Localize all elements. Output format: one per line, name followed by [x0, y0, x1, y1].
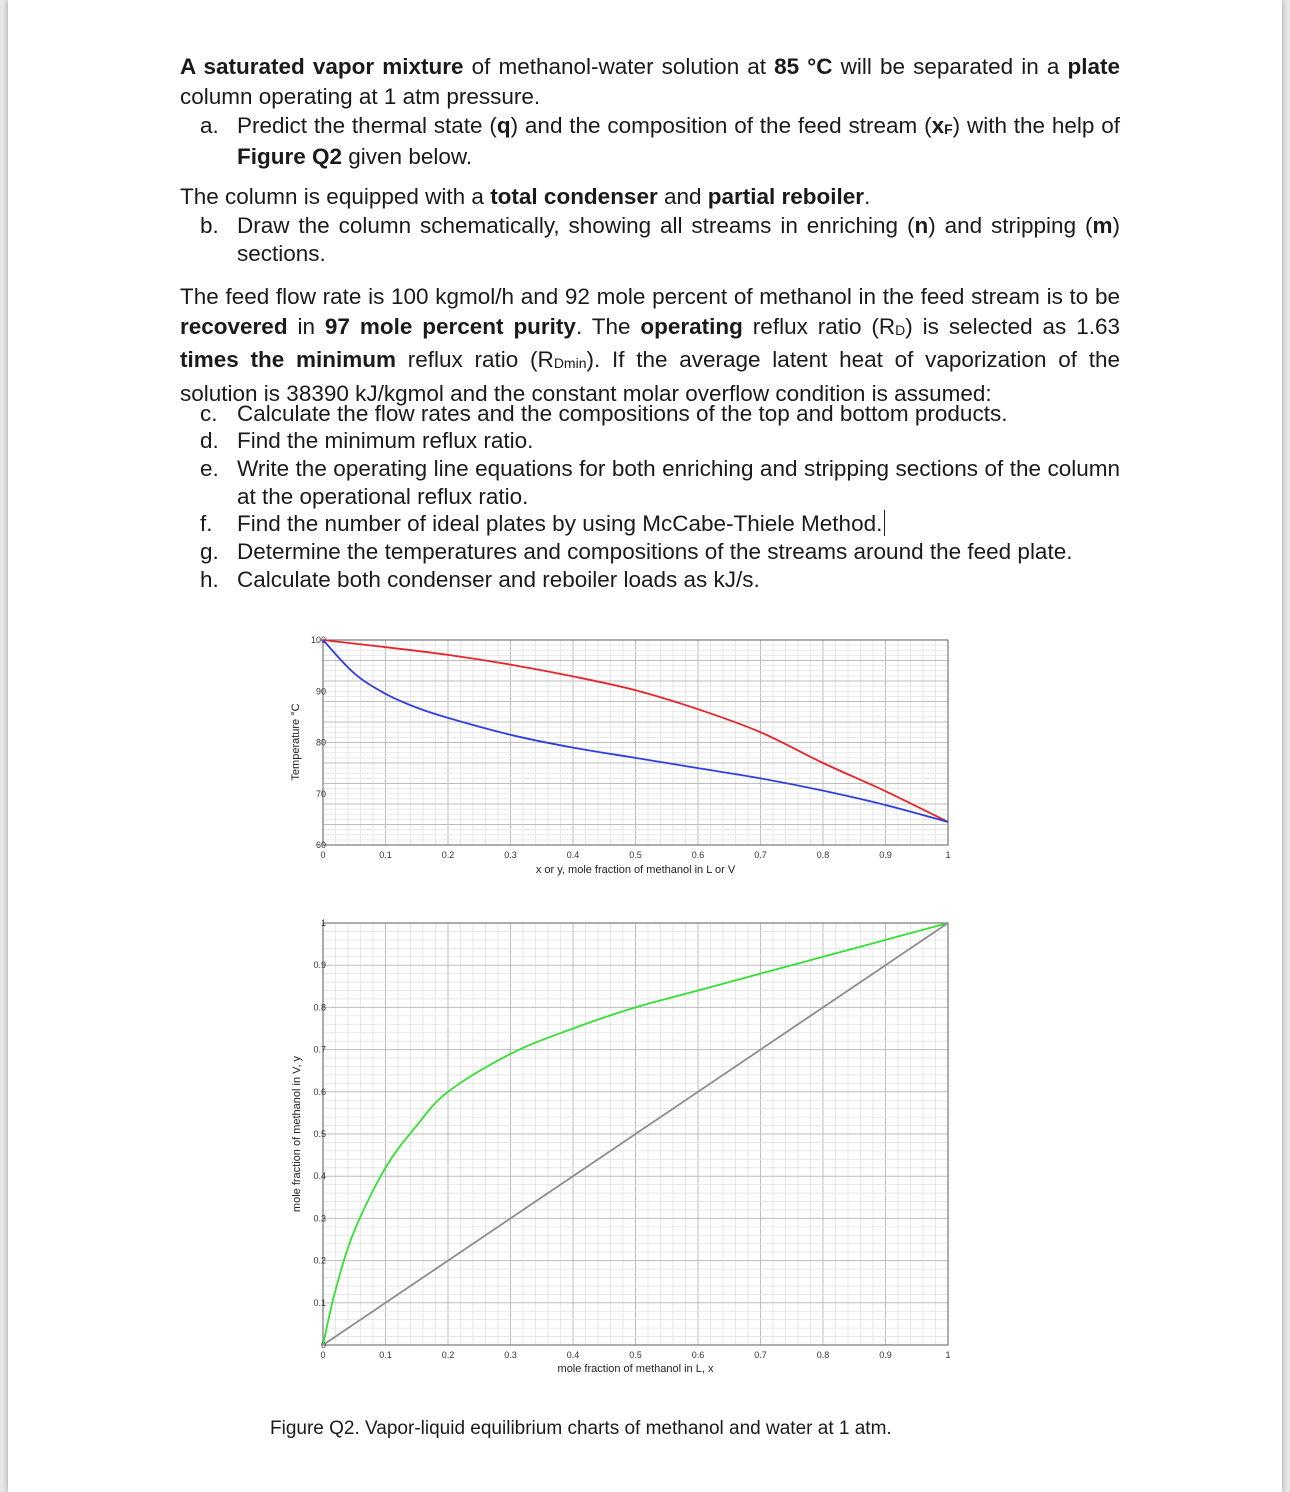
document-page: [8, 0, 1282, 1492]
x-tick-label: 0.9: [879, 1350, 892, 1360]
feed-paragraph: The feed flow rate is 100 kgmol/h and 92 mole percent of methanol in the feed stream is to be recovered in 97 mole percent purity. The operating reflux ratio $(R_D)$ is selected as 1.63 times the minimum reflux ratio $(R_{Dmin})$. If the average latent heat of vaporization of the solution is 38390 kJ/kgmol and the constant molar overflow condition is assumed:: [180, 284, 1121, 406]
intro-paragraph: A saturated vapor mixture of methanol-water solution at 85 °C will be separated in a plate column operating at 1 atm pressure.: [180, 54, 1120, 109]
x-tick-label: 0: [320, 1350, 326, 1360]
y-tick-label: 0.5: [313, 1129, 326, 1139]
item-g: g. Determine the temperatures and compositions of the streams around the feed plate.: [200, 539, 1073, 564]
x-tick-label: 0.3: [504, 1350, 517, 1360]
y-tick-label: 0.9: [313, 960, 326, 971]
y-tick-label: 80: [315, 737, 326, 748]
y-tick-label: 0.6: [313, 1086, 326, 1097]
x-tick-label: 0.4: [566, 850, 580, 860]
x-tick-label: 1: [945, 1350, 951, 1360]
y-tick-label: 90: [315, 686, 326, 697]
item-c: c. Calculate the flow rates and the compositions of the top and bottom products.: [200, 401, 1008, 426]
x-tick-label: 0.6: [691, 1350, 705, 1360]
y-tick-label: 0.3: [313, 1213, 326, 1224]
chart-temperature: [290, 635, 951, 876]
x-tick-label: 0.1: [379, 850, 392, 860]
y-axis-label: mole fraction of methanol in V, y: [291, 1055, 303, 1213]
y-tick-label: 60: [315, 840, 326, 850]
y-tick-label: 1: [320, 918, 326, 928]
item-e: e. Write the operating line equations for both enriching and stripping sections of the column at the operational reflux ratio.: [200, 456, 1120, 509]
y-tick-label: 0: [320, 1340, 326, 1350]
x-tick-label: 0.8: [816, 850, 830, 860]
item-h: h. Calculate both condenser and reboiler loads as kJ/s.: [200, 567, 760, 592]
y-tick-label: 0.8: [313, 1002, 326, 1013]
y-tick-label: 0.7: [313, 1044, 326, 1055]
x-tick-label: 0.7: [754, 850, 767, 860]
figure-caption: Figure Q2. Vapor-liquid equilibrium charts of methanol and water at 1 atm.: [270, 1418, 892, 1439]
x-tick-label: 0: [320, 850, 326, 860]
x-tick-label: 0.5: [629, 1350, 642, 1360]
x-tick-label: 1: [945, 850, 951, 860]
x-tick-label: 0.3: [504, 850, 517, 860]
column-paragraph: The column is equipped with a total condenser and partial reboiler.: [180, 184, 871, 209]
item-f: f. Find the number of ideal plates by using McCabe-Thiele Method.: [200, 510, 1120, 538]
temperature-composition-chart: [8, 0, 1282, 1492]
x-tick-label: 0.2: [441, 850, 455, 860]
x-axis-label: mole fraction of methanol in L, x: [557, 1363, 714, 1375]
item-a: a. Predict the thermal state (q) and the composition of the feed stream $(x_F)$ with the help of Figure Q2 given below.: [200, 113, 1120, 169]
chart-xy: [291, 918, 951, 1375]
x-tick-label: 0.5: [629, 850, 642, 860]
x-tick-label: 0.8: [816, 1350, 830, 1360]
y-tick-label: 0.4: [313, 1171, 326, 1182]
x-tick-label: 0.7: [754, 1350, 767, 1360]
x-axis-label: x or y, mole fraction of methanol in L or V: [535, 864, 736, 876]
y-tick-label: 100: [310, 635, 326, 645]
item-d: d. Find the minimum reflux ratio.: [200, 428, 534, 453]
item-b: b. Draw the column schematically, showing all streams in enriching (n) and stripping (m) sections.: [200, 213, 1120, 266]
x-tick-label: 0.2: [441, 1350, 455, 1360]
x-tick-label: 0.1: [379, 1350, 392, 1360]
y-tick-label: 0.1: [313, 1297, 326, 1308]
x-tick-label: 0.6: [691, 850, 705, 860]
y-tick-label: 0.2: [313, 1255, 326, 1266]
x-tick-label: 0.4: [566, 1350, 580, 1360]
y-axis-label: Temperature °C: [290, 703, 302, 781]
x-tick-label: 0.9: [879, 850, 892, 860]
grid: [323, 640, 948, 845]
y-tick-label: 70: [315, 788, 326, 799]
